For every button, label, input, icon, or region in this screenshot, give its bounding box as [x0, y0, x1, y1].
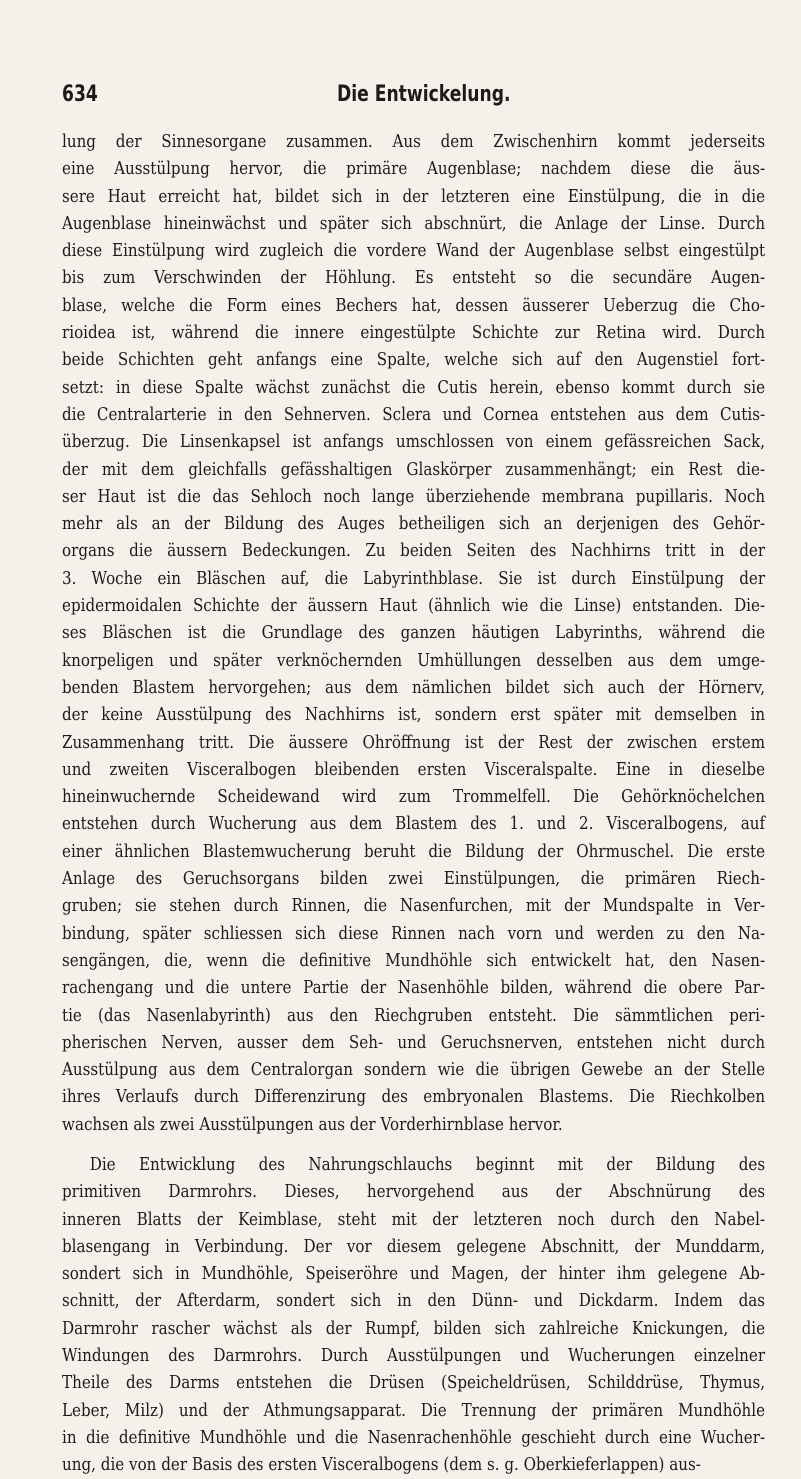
text-line: Leber, Milz) und der Athmungsapparat. Die Trennung der primären Mundhöhle [62, 1399, 766, 1421]
text-line: die Centralarterie in den Sehnerven. Sclera und Cornea entstehen aus dem Cutis- [62, 403, 766, 425]
text-line: und zweiten Visceralbogen bleibenden ersten Visceralspalte. Eine in dieselbe [62, 758, 766, 780]
text-line: rioidea ist, während die innere eingestülpte Schichte zur Retina wird. Durch [62, 322, 766, 344]
text-line: Ausstülpung aus dem Centralorgan sondern wie die übrigen Gewebe an der Stelle [62, 1059, 766, 1081]
page-header [62, 82, 762, 112]
text-line: sere Haut erreicht hat, bildet sich in der letzteren eine Einstülpung, die in die [62, 185, 766, 207]
text-line: lung der Sinnesorgane zusammen. Aus dem Zwischenhirn kommt jederseits [62, 131, 766, 152]
body-text [62, 128, 765, 1479]
page-number: 634 [62, 82, 98, 107]
text-line: benden Blastem hervorgehen; aus dem nämlichen bildet sich auch der Hörnerv, [62, 676, 766, 698]
text-line: wachsen als zwei Ausstülpungen aus der Vorderhirnblase hervor. [62, 1113, 563, 1135]
text-line: in die definitive Mundhöhle und die Nasenrachenhöhle geschieht durch eine Wucher- [62, 1426, 766, 1448]
text-line: gruben; sie stehen durch Rinnen, die Nasenfurchen, mit der Mundspalte in Ver- [62, 895, 766, 917]
text-line: sondert sich in Mundhöhle, Speiseröhre und Magen, der hinter ihm gelegene Ab- [62, 1263, 766, 1285]
text-line: ser Haut ist die das Sehloch noch lange überziehende membrana pupillaris. Noch [62, 485, 766, 507]
text-line: ung, die von der Basis des ersten Visceralbogens (dem s. g. Oberkieferlappen) aus- [62, 1454, 701, 1476]
text-line: epidermoidalen Schichte der äussern Haut (ähnlich wie die Linse) entstanden. Die- [62, 595, 766, 617]
text-line: blasengang in Verbindung. Der vor diesem gelegene Abschnitt, der Munddarm, [62, 1235, 766, 1257]
text-line: rachengang und die untere Partie der Nasenhöhle bilden, während die obere Par- [62, 977, 766, 999]
paragraph-gap [62, 1138, 765, 1151]
running-title: Die Entwickelung. [337, 82, 511, 107]
text-line: ihres Verlaufs durch Differenzirung des embryonalen Blastems. Die Riechkolben [62, 1086, 766, 1108]
text-line: Theile des Darms entstehen die Drüsen (Speicheldrüsen, Schilddrüse, Thymus, [62, 1372, 766, 1394]
text-line: tie (das Nasenlabyrinth) aus den Riechgruben entsteht. Die sämmtlichen peri- [62, 1004, 766, 1026]
text-line: Windungen des Darmrohrs. Durch Ausstülpungen und Wucherungen einzelner [62, 1345, 766, 1367]
text-line: 3. Woche ein Bläschen auf, die Labyrinthblase. Sie ist durch Einstülpung der [62, 567, 766, 589]
text-line: setzt: in diese Spalte wächst zunächst die Cutis herein, ebenso kommt durch sie [62, 376, 766, 398]
text-line: Zusammenhang tritt. Die äussere Ohröffnung ist der Rest der zwischen erstem [62, 731, 766, 753]
text-line: Augenblase hineinwächst und später sich abschnürt, die Anlage der Linse. Durch [62, 212, 766, 234]
text-line: der keine Ausstülpung des Nachhirns ist, sondern erst später mit demselben in [62, 704, 766, 726]
text-line: mehr als an der Bildung des Auges betheiligen sich an derjenigen des Gehör- [62, 513, 766, 535]
text-line: sengängen, die, wenn die definitive Mundhöhle sich entwickelt hat, den Nasen- [62, 949, 766, 971]
text-line: einer ähnlichen Blastemwucherung beruht die Bildung der Ohrmuschel. Die erste [62, 840, 766, 862]
text-line: blase, welche die Form eines Bechers hat, dessen äusserer Ueberzug die Cho- [62, 294, 766, 316]
text-line: Darmrohr rascher wächst als der Rumpf, bilden sich zahlreiche Knickungen, die [62, 1317, 766, 1339]
text-line: Die Entwicklung des Nahrungschlauchs beginnt mit der Bildung des [89, 1153, 766, 1175]
paragraph [62, 128, 765, 1138]
text-line: bis zum Verschwinden der Höhlung. Es entsteht so die secundäre Augen- [62, 267, 766, 289]
text-line: pherischen Nerven, ausser dem Seh- und Geruchsnerven, entstehen nicht durch [62, 1031, 766, 1053]
text-line: der mit dem gleichfalls gefässhaltigen Glaskörper zusammenhängt; ein Rest die- [62, 458, 766, 480]
text-line: entstehen durch Wucherung aus dem Blastem des 1. und 2. Visceralbogens, auf [62, 813, 766, 835]
text-line: hineinwuchernde Scheidewand wird zum Trommelfell. Die Gehörknöchelchen [62, 786, 766, 808]
text-line: organs die äussern Bedeckungen. Zu beiden Seiten des Nachhirns tritt in der [62, 540, 766, 562]
text-line: beide Schichten geht anfangs eine Spalte, welche sich auf den Augenstiel fort- [62, 349, 766, 371]
text-line: inneren Blatts der Keimblase, steht mit der letzteren noch durch den Nabel- [62, 1208, 766, 1230]
text-line: schnitt, der Afterdarm, sondert sich in den Dünn- und Dickdarm. Indem das [62, 1290, 766, 1312]
text-line: diese Einstülpung wird zugleich die vordere Wand der Augenblase selbst eingestülpt [62, 240, 766, 262]
text-line: eine Ausstülpung hervor, die primäre Augenblase; nachdem diese die äus- [62, 158, 766, 180]
text-line: überzug. Die Linsenkapsel ist anfangs umschlossen von einem gefässreichen Sack, [62, 431, 766, 453]
text-line: bindung, später schliessen sich diese Rinnen nach vorn und werden zu den Na- [62, 922, 766, 944]
text-line: primitiven Darmrohrs. Dieses, hervorgehend aus der Abschnürung des [62, 1181, 766, 1203]
text-line: knorpeligen und später verknöchernden Umhüllungen desselben aus dem umge- [62, 649, 766, 671]
text-line: ses Bläschen ist die Grundlage des ganzen häutigen Labyrinths, während die [62, 622, 766, 644]
text-line: Anlage des Geruchsorgans bilden zwei Einstülpungen, die primären Riech- [62, 868, 766, 890]
paragraph [62, 1151, 765, 1479]
